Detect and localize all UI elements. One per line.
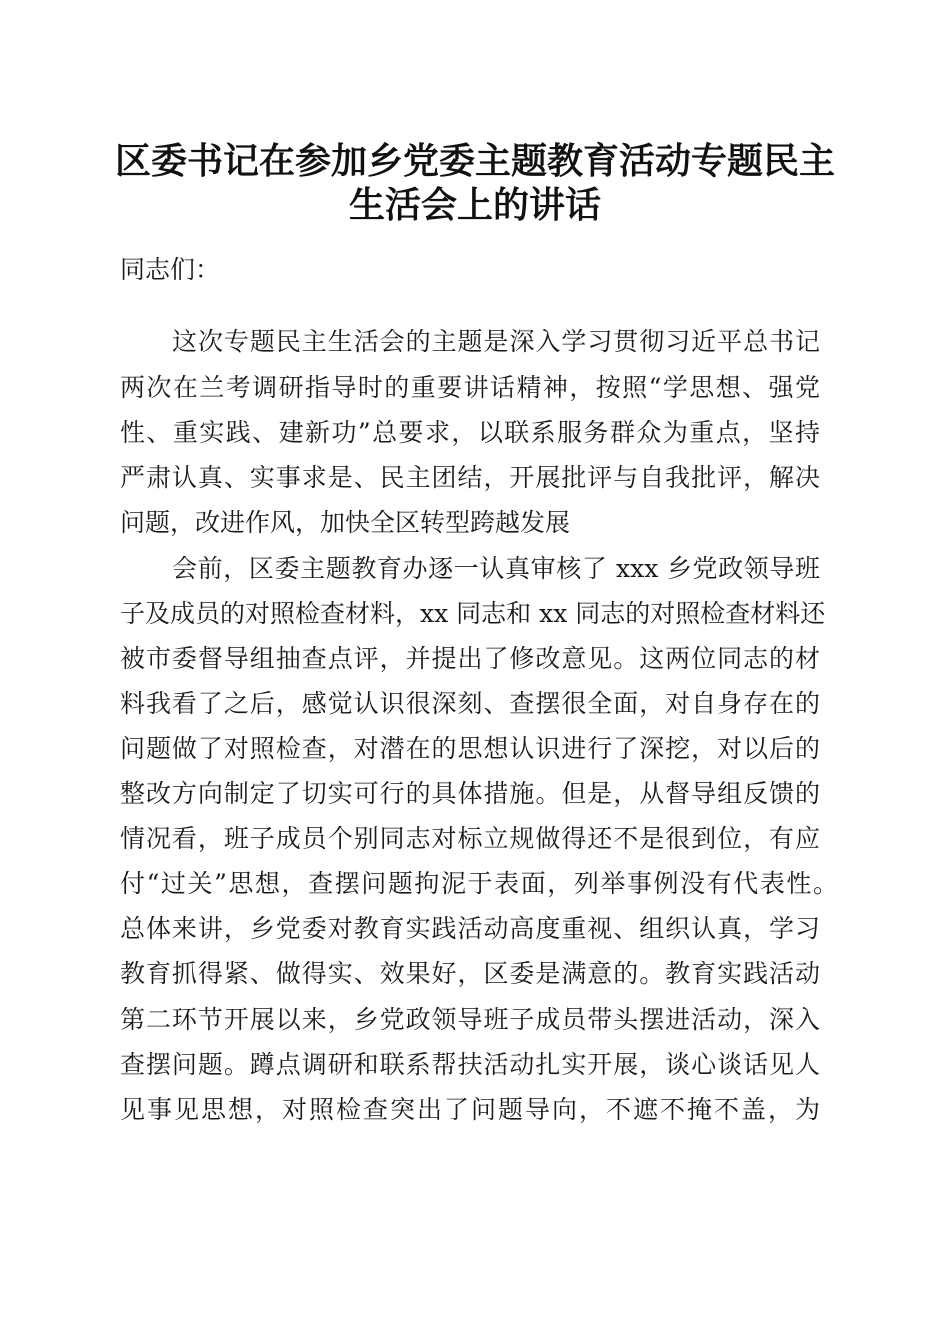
paragraph-2-line-11: 第二环节开展以来，乡党政领导班子成员带头摆进活动，深入 [120,1005,820,1034]
paragraph-2-line-8: 付“过关”思想，查摆问题拘泥于表面，列举事例没有代表性。 [120,869,838,898]
paragraph-2-line-9: 总体来讲，乡党委对教育实践活动高度重视、组织认真，学习 [120,914,820,943]
paragraph-1-line-3: 性、重实践、建新功”总要求，以联系服务群众为重点，坚持 [120,418,820,447]
paragraph-2-line-1: 会前，区委主题教育办逐一认真审核了 xxx 乡党政领导班 [172,554,820,583]
paragraph-1-line-5: 问题，改进作风，加快全区转型跨越发展 [120,508,571,537]
paragraph-2-line-12: 查摆问题。蹲点调研和联系帮扶活动扎实开展，谈心谈话见人 [120,1050,820,1079]
paragraph-2-line-3: 被市委督导组抽查点评，并提出了修改意见。这两位同志的材 [120,644,820,673]
paragraph-2-line-10: 教育抓得紧、做得实、效果好，区委是满意的。教育实践活动 [120,959,820,988]
paragraph-2-line-4: 料我看了之后，感觉认识很深刻、查摆很全面，对自身存在的 [120,689,820,718]
document-title-line-1: 区委书记在参加乡党委主题教育活动专题民主 [114,140,835,182]
paragraph-1-line-4: 严肃认真、实事求是、民主团结，开展批评与自我批评，解决 [120,463,820,492]
paragraph-1-line-1: 这次专题民主生活会的主题是深入学习贯彻习近平总书记 [172,327,820,356]
paragraph-2-line-2: 子及成员的对照检查材料，xx 同志和 xx 同志的对照检查材料还 [120,599,826,628]
paragraph-2-line-5: 问题做了对照检查，对潜在的思想认识进行了深挖，对以后的 [120,734,820,763]
paragraph-2-line-7: 情况看，班子成员个别同志对标立规做得还不是很到位，有应 [120,824,820,853]
salutation: 同志们： [120,255,221,284]
paragraph-2-line-6: 整改方向制定了切实可行的具体措施。但是，从督导组反馈的 [120,779,820,808]
paragraph-2-line-13: 见事见思想，对照检查突出了问题导向，不遮不掩不盖，为 [120,1095,820,1124]
document-title-line-2: 生活会上的讲话 [348,184,601,226]
paragraph-1-line-2: 两次在兰考调研指导时的重要讲话精神，按照“学思想、强党 [120,373,820,402]
